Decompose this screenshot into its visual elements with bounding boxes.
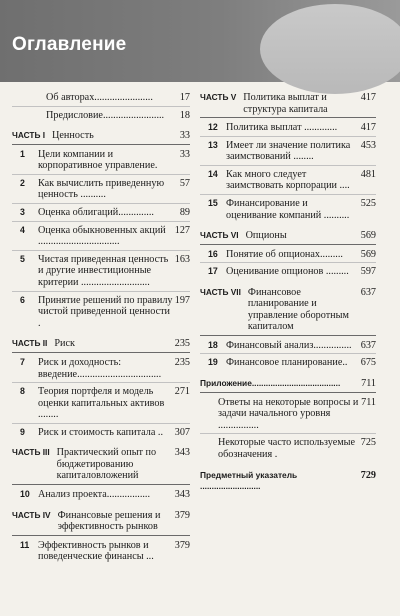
toc-entry[interactable] <box>12 489 190 503</box>
index-page: 729 <box>360 469 376 481</box>
part-page: 343 <box>174 447 190 459</box>
toc-entry[interactable] <box>200 266 376 280</box>
toc-entry[interactable] <box>200 340 376 355</box>
front-matter <box>12 92 190 123</box>
toc-entry[interactable] <box>12 540 190 565</box>
part-label: ЧАСТЬ II <box>12 338 48 349</box>
part-title: Опционы <box>245 230 287 242</box>
toc-entry[interactable] <box>12 149 190 175</box>
part-title: Финансовые решения и эффективность рынков <box>57 509 161 533</box>
chapter-number: 19 <box>208 357 218 368</box>
toc-entry[interactable] <box>12 207 190 222</box>
part-page: 637 <box>360 286 376 298</box>
toc-entry[interactable] <box>12 427 190 441</box>
part-label: ЧАСТЬ III <box>12 447 50 458</box>
entry-page: 307 <box>174 426 190 438</box>
toc-entry[interactable] <box>200 169 376 195</box>
part-section <box>12 447 190 502</box>
chapter-number: 9 <box>20 426 25 437</box>
part-heading[interactable] <box>12 130 190 145</box>
toc-entry[interactable] <box>12 178 190 204</box>
toc-entry[interactable] <box>12 110 190 124</box>
chapter-number: 6 <box>20 294 25 305</box>
entry-title: Теория портфеля и модель оценки капитальных активов ........ <box>38 386 165 421</box>
part-title: Политика выплат и структура капитала <box>243 92 328 115</box>
part-title: Ценность <box>52 130 94 142</box>
entry-title: Оценка обыкновенных акций ................................ <box>38 224 166 248</box>
entry-title: Финансовый анализ............... <box>226 339 352 351</box>
entry-page: 637 <box>360 339 376 351</box>
part-title: Финансовое планирование и управление оборотным капиталом <box>247 286 349 333</box>
part-heading[interactable] <box>200 287 376 336</box>
entry-page: 481 <box>360 168 376 180</box>
entry-title: Как много следует заимствовать корпорации .... <box>226 168 350 192</box>
entry-page: 675 <box>360 357 376 369</box>
entry-page: 89 <box>179 207 190 219</box>
toc-entry[interactable] <box>12 254 190 292</box>
entry-title: Финансовое планирование.. <box>226 357 348 369</box>
appendix-page: 711 <box>361 378 376 390</box>
chapter-number: 8 <box>20 386 25 397</box>
chapter-number: 14 <box>208 168 218 179</box>
entry-title: Ответы на некоторые вопросы и задачи начального уровня ................ <box>218 396 359 431</box>
appendix-heading[interactable] <box>200 378 376 393</box>
entry-title: Оценивание опционов ......... <box>226 266 349 278</box>
toc-entry[interactable] <box>200 397 376 435</box>
part-section <box>12 510 190 565</box>
part-section <box>12 130 190 331</box>
toc-right-column <box>200 92 376 502</box>
toc-entry[interactable] <box>200 357 376 371</box>
index-heading[interactable] <box>200 470 376 495</box>
toc-entry[interactable] <box>200 198 376 223</box>
part-page: 379 <box>174 509 190 521</box>
part-section <box>200 92 376 223</box>
toc-entry[interactable] <box>12 225 190 251</box>
toc-entry[interactable] <box>12 386 190 424</box>
entry-title: Чистая приведенная ценность и другие инвестиционные критерии ........................... <box>38 253 169 289</box>
entry-title: Понятие об опционах......... <box>226 248 343 260</box>
entry-title: Риск и доходность: введение................................. <box>38 356 162 380</box>
chapter-number: 7 <box>20 356 25 367</box>
part-heading[interactable] <box>12 447 190 485</box>
chapter-number: 1 <box>20 148 25 159</box>
part-heading[interactable] <box>200 92 376 118</box>
entry-title: Как вычислить приведенную ценность .......... <box>38 177 165 201</box>
part-title: Практический опыт по бюджетированию капиталовложений <box>56 447 157 482</box>
part-page: 235 <box>174 338 190 350</box>
entry-page: 17 <box>179 92 190 103</box>
entry-page: 711 <box>361 396 376 408</box>
entry-page: 163 <box>174 253 190 265</box>
part-heading[interactable] <box>12 510 190 536</box>
part-page: 417 <box>360 92 376 103</box>
chapter-number: 18 <box>208 339 218 350</box>
entry-page: 597 <box>360 266 376 278</box>
appendix-section <box>200 378 376 462</box>
chapter-number: 2 <box>20 177 25 188</box>
header-decoration <box>260 4 400 94</box>
appendix-title: Приложение...................................... <box>200 378 341 389</box>
chapter-number: 5 <box>20 253 25 264</box>
toc-entry[interactable] <box>200 437 376 462</box>
chapter-number: 12 <box>208 122 218 132</box>
index-title: Предметный указатель .......................... <box>200 469 298 491</box>
entry-page: 18 <box>179 109 190 121</box>
chapter-number: 11 <box>20 539 30 550</box>
toc-entry[interactable] <box>12 295 190 332</box>
part-heading[interactable] <box>200 230 376 245</box>
page-title: Оглавление <box>12 34 127 55</box>
entry-title: Риск и стоимость капитала .. <box>38 426 164 438</box>
part-label: ЧАСТЬ VI <box>200 230 239 241</box>
entry-title: Цели компании и корпоративное управление. <box>38 148 158 172</box>
entry-title: Финансирование и оценивание компаний .......... <box>226 197 350 221</box>
entry-title: Об авторах....................... <box>46 92 153 103</box>
part-page: 569 <box>360 230 376 242</box>
toc-entry[interactable] <box>200 140 376 166</box>
entry-page: 569 <box>360 248 376 260</box>
part-title: Риск <box>54 338 75 350</box>
part-page: 33 <box>179 130 190 142</box>
entry-title: Имеет ли значение политика заимствований ........ <box>226 139 351 163</box>
chapter-number: 4 <box>20 224 25 235</box>
entry-page: 417 <box>360 122 376 133</box>
entry-page: 453 <box>360 139 376 151</box>
chapter-number: 17 <box>208 266 218 277</box>
toc-left-column <box>12 92 190 572</box>
entry-page: 379 <box>174 539 190 551</box>
entry-page: 197 <box>174 294 190 306</box>
entry-title: Эффективность рынков и поведенческие финансы ... <box>38 539 154 563</box>
toc-entry[interactable] <box>12 357 190 383</box>
entry-page: 235 <box>174 356 190 368</box>
chapter-number: 3 <box>20 207 25 218</box>
entry-page: 127 <box>174 224 190 236</box>
part-section <box>200 230 376 280</box>
entry-page: 57 <box>179 177 190 189</box>
part-section <box>12 338 190 440</box>
index-section <box>200 470 376 495</box>
entry-title: Политика выплат ............. <box>226 122 338 133</box>
chapter-number: 13 <box>208 139 218 150</box>
part-label: ЧАСТЬ I <box>12 130 46 141</box>
part-heading[interactable] <box>12 338 190 353</box>
toc-entry[interactable] <box>200 249 376 264</box>
part-label: ЧАСТЬ VII <box>200 286 241 297</box>
entry-title: Принятие решений по правилу чистой приведенной ценности . <box>38 294 173 329</box>
part-section <box>200 287 376 371</box>
header-band <box>0 0 400 82</box>
entry-title: Предисловие........................ <box>46 109 165 121</box>
entry-page: 271 <box>174 386 190 398</box>
entry-page: 725 <box>360 437 376 449</box>
entry-page: 33 <box>179 148 190 160</box>
part-label: ЧАСТЬ V <box>200 92 237 102</box>
toc-entry[interactable] <box>200 122 376 137</box>
entry-page: 525 <box>360 197 376 209</box>
part-label: ЧАСТЬ IV <box>12 509 51 520</box>
entry-page: 343 <box>174 488 190 500</box>
toc-entry[interactable] <box>12 92 190 107</box>
entry-title: Оценка облигаций.............. <box>38 207 154 219</box>
chapter-number: 15 <box>208 197 218 208</box>
entry-title: Анализ проекта................. <box>38 488 151 500</box>
chapter-number: 16 <box>208 248 218 259</box>
chapter-number: 10 <box>20 488 30 499</box>
entry-title: Некоторые часто используемые обозначения . <box>218 437 356 460</box>
